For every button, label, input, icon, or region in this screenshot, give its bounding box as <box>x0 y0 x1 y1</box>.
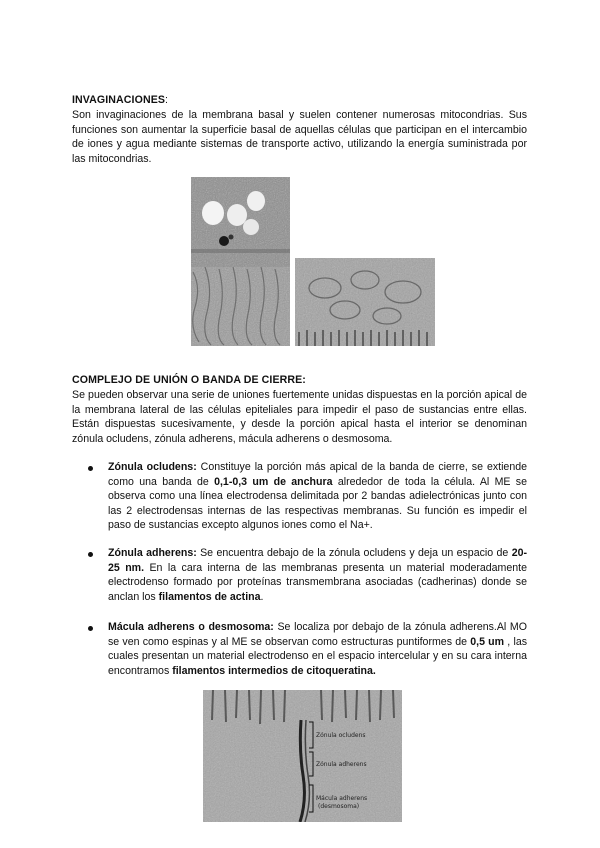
list-item-zonula-adherens <box>92 546 527 604</box>
list-item-text <box>108 620 527 678</box>
term-macula-adherens: Mácula adherens o desmosoma: <box>108 621 274 633</box>
section-heading-complejo-union: COMPLEJO DE UNIÓN O BANDA DE CIERRE: <box>72 374 306 386</box>
paragraph-invaginaciones: Son invaginaciones de la membrana basal y suelen contener numerosas mitocondrias. Sus funciones son aumentar la superficie basal de aquellas células que participan en el intercambio de iones y agua mediante sistemas de transporte activo, utilizando la energía suministrada por las mitocondrias. <box>72 109 527 165</box>
bullet-icon <box>88 626 93 631</box>
bullet-icon <box>88 552 93 557</box>
text-segment: alrededor de toda la célula. Al ME se observa como una línea electrodensa delimitada por 2 bandas adielectrónicas junto con las 2 electrodensas internas de las respectivas membranas. Su función es impedir el paso de sustancias excepto algunos iones como el Na+. <box>108 475 527 532</box>
bold-value: filamentos intermedios de citoqueratina. <box>172 664 376 677</box>
list-item-text <box>108 546 527 604</box>
micrograph-invaginations-1 <box>191 177 290 346</box>
list-item-text <box>108 460 527 533</box>
text-segment: . <box>260 590 264 603</box>
micrograph-junctional-complex <box>203 690 402 822</box>
text-segment: Se encuentra debajo de la zónula ocludens y deja un espacio de <box>196 547 512 559</box>
bold-value: 20-25 nm. <box>108 547 527 574</box>
bullet-icon <box>88 466 93 471</box>
text-segment: En la cara interna de las membranas presenta un material moderadamente electrodenso formado por proteínas transmembrana asociadas (cadherinas) donde se anclan los <box>108 561 528 603</box>
text-segment: Constituye la porción más apical de la banda de cierre, se extiende como una banda de <box>108 461 527 488</box>
text-segment: , las cuales presentan un material electrodenso en el espacio intercelular y en su cara interna encontramos <box>108 635 528 677</box>
label-macula-adherens: Mácula adherens <box>316 795 368 802</box>
bold-value: 0,5 um <box>470 635 505 648</box>
bold-value: 0,1-0,3 um de anchura <box>214 475 333 488</box>
label-zonula-ocludens: Zónula ocludens <box>316 732 366 739</box>
bold-value: filamentos de actina <box>158 590 261 603</box>
section-heading-invaginaciones <box>72 94 168 107</box>
list-item-zonula-ocludens <box>92 460 527 533</box>
label-desmosoma: (desmosoma) <box>318 803 360 810</box>
term-zonula-ocludens: Zónula ocludens: <box>108 461 197 473</box>
paragraph-complejo-union: Se pueden observar una serie de uniones fuertemente unidas dispuestas en la porción apical de la membrana lateral de las células epiteliales para impedir el paso de sustancias entre ellas. Están dispuestas sucesivamente, y desde la porción apical hasta el interior se denominan zónula ocludens, zónula adherens, mácula adherens o desmosoma. <box>72 389 527 445</box>
label-zonula-adherens: Zónula adherens <box>316 761 367 768</box>
term-zonula-adherens: Zónula adherens: <box>108 547 197 559</box>
heading-colon: : <box>165 94 169 106</box>
heading-text: INVAGINACIONES <box>72 94 166 106</box>
list-item-macula-adherens <box>92 620 527 678</box>
text-segment: Se localiza por debajo de la zónula adherens.Al MO se ven como espinas y al ME se observan como estructuras puntiformes de <box>108 621 527 648</box>
micrograph-invaginations-2 <box>295 258 435 346</box>
